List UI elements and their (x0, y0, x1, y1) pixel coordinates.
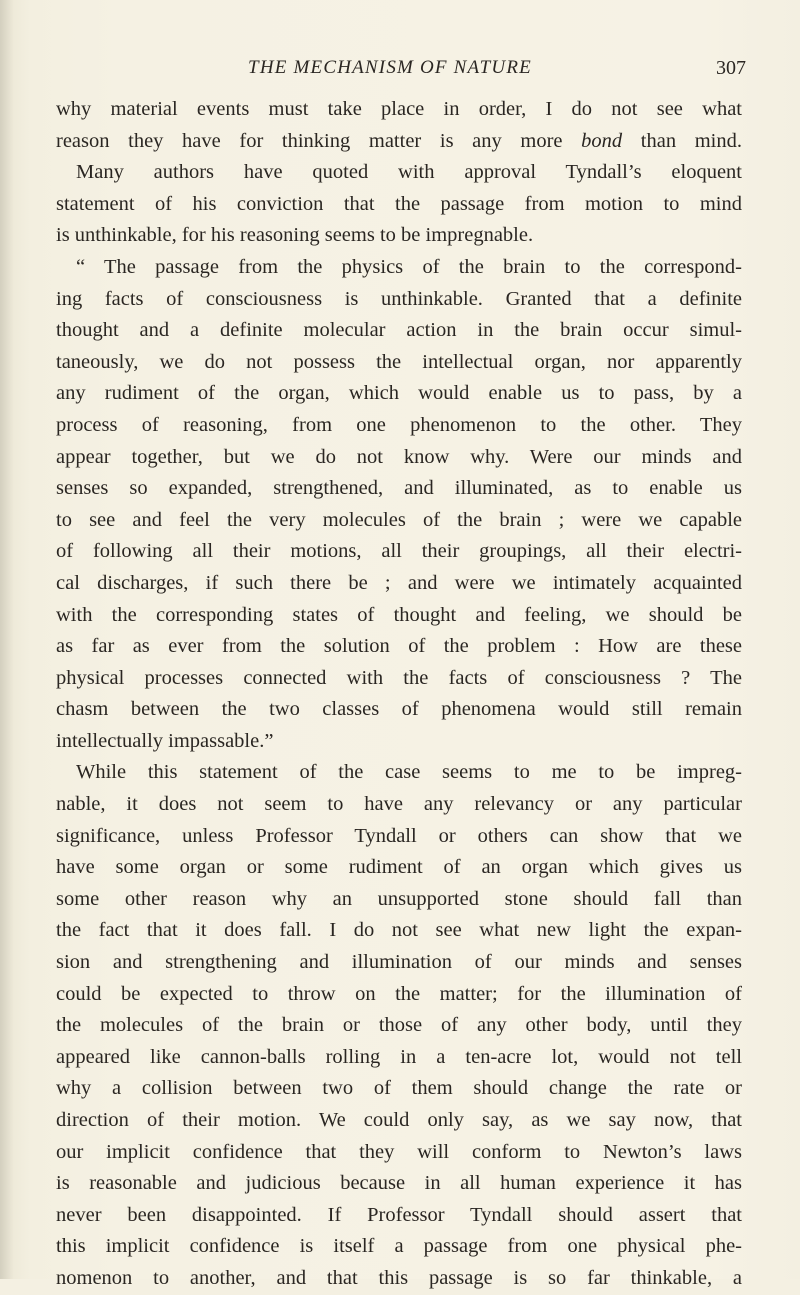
text-line: the fact that it does fall. I do not see what new light the expan- (56, 919, 742, 942)
text-line: sion and strengthening and illumination of our minds and senses (56, 951, 742, 974)
page-header (0, 52, 800, 84)
text-line: cal discharges, if such there be ; and were we intimately acquainted (56, 571, 742, 594)
text-line: thought and a definite molecular action in the brain occur simul- (56, 319, 742, 342)
running-title: THE MECHANISM OF NATURE (248, 57, 532, 78)
text-line: as far as ever from the solution of the problem : How are these (56, 635, 742, 658)
paragraph-start-line: Many authors have quoted with approval Tyndall’s eloquent (76, 161, 742, 184)
page-number: 307 (716, 57, 746, 79)
text-line (56, 126, 742, 158)
text-line: with the corresponding states of thought and feeling, we should be (56, 603, 742, 626)
text-line: taneously, we do not possess the intellectual organ, nor apparently (56, 350, 742, 373)
text-line: physical processes connected with the facts of consciousness ? The (56, 666, 742, 689)
binding-gutter-shadow (0, 0, 14, 1279)
text-line: to see and feel the very molecules of the brain ; were we capable (56, 508, 742, 531)
text-line: never been disappointed. If Professor Tyndall should assert that (56, 1203, 742, 1226)
text-line: some other reason why an unsupported stone should fall than (56, 887, 742, 910)
text-line: the molecules of the brain or those of any other body, until they (56, 1014, 742, 1037)
text-line: nable, it does not seem to have any relevancy or any particular (56, 793, 742, 816)
text-line: nomenon to another, and that this passage is so far thinkable, a (56, 1266, 742, 1289)
paragraph-end-line: intellectually impassable.” (56, 729, 274, 752)
text-run: reason they have for thinking matter is any more (56, 129, 582, 152)
text-line: direction of their motion. We could only say, as we say now, that (56, 1109, 742, 1131)
text-line: statement of his conviction that the passage from motion to mind (56, 192, 742, 215)
body-text (56, 94, 742, 1295)
text-line: is reasonable and judicious because in all human experience it has (56, 1172, 742, 1195)
text-run: than mind. (622, 129, 742, 152)
paragraph-start-line: While this statement of the case seems to me to be impreg- (76, 761, 742, 784)
text-line: chasm between the two classes of phenomena would still remain (56, 698, 742, 721)
text-line: appear together, but we do not know why. Were our minds and (56, 445, 742, 468)
text-line: why a collision between two of them should change the rate or (56, 1077, 742, 1100)
italic-word: bond (581, 129, 623, 152)
quotation-start-line: “ The passage from the physics of the brain to the correspond- (76, 255, 742, 278)
text-line: process of reasoning, from one phenomenon to the other. They (56, 413, 742, 436)
text-line: any rudiment of the organ, which would enable us to pass, by a (56, 382, 742, 405)
text-line: have some organ or some rudiment of an organ which gives us (56, 856, 742, 879)
text-line: appeared like cannon-balls rolling in a ten-acre lot, would not tell (56, 1045, 742, 1068)
text-line: senses so expanded, strengthened, and illuminated, as to enable us (56, 477, 742, 500)
text-line: ing facts of consciousness is unthinkable. Granted that a definite (56, 287, 742, 310)
text-line: our implicit confidence that they will conform to Newton’s laws (56, 1140, 742, 1163)
text-line: could be expected to throw on the matter; for the illumination of (56, 982, 742, 1005)
text-line: this implicit confidence is itself a passage from one physical phe- (56, 1235, 742, 1258)
text-line: of following all their motions, all their groupings, all their electri- (56, 540, 742, 563)
paragraph-end-line: is unthinkable, for his reasoning seems to be impregnable. (56, 224, 534, 247)
text-line: significance, unless Professor Tyndall or others can show that we (56, 824, 742, 847)
text-line: why material events must take place in order, I do not see what (56, 98, 742, 120)
